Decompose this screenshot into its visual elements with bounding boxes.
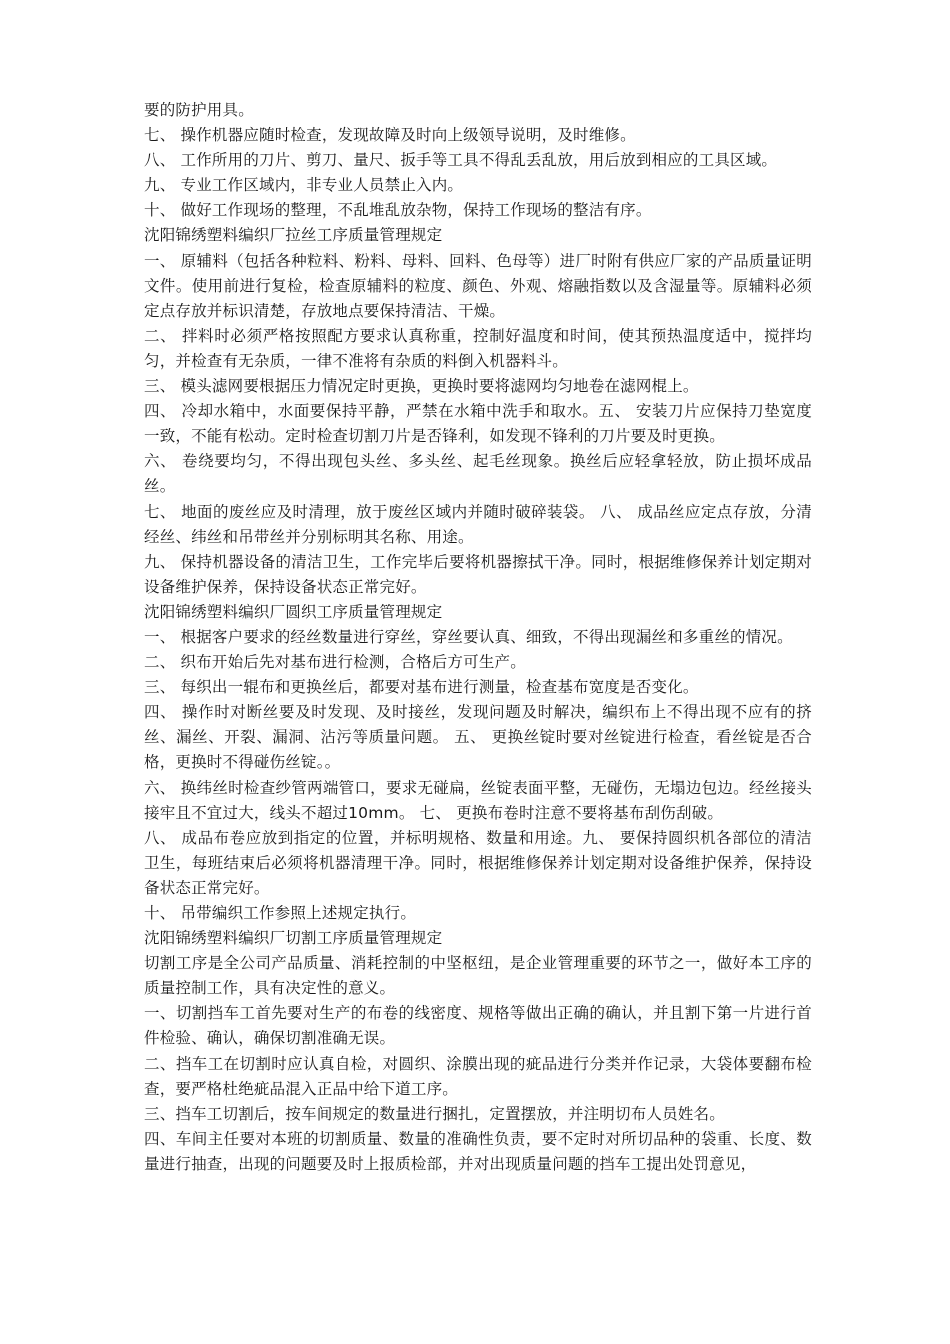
- document-page: [144, 98, 812, 1177]
- paragraph: 三、 模头滤网要根据压力情况定时更换，更换时要将滤网均匀地卷在滤网棍上。: [144, 377, 699, 396]
- paragraph: 三、 每织出一辊布和更换丝后，都要对基布进行测量，检查基布宽度是否变化。: [144, 678, 699, 697]
- paragraph: 十、 做好工作现场的整理，不乱堆乱放杂物，保持工作现场的整洁有序。: [144, 201, 652, 220]
- paragraph: 一、切割挡车工首先要对生产的布卷的线密度、规格等做出正确的确认，并且割下第一片进行首件检验、确认，确保切割准确无误。: [144, 1004, 812, 1048]
- paragraph: 一、 根据客户要求的经丝数量进行穿丝，穿丝要认真、细致，不得出现漏丝和多重丝的情况。: [144, 627, 793, 646]
- paragraph: 二、 拌料时必须严格按照配方要求认真称重，控制好温度和时间，使其预热温度适中，搅拌均匀，并检查有无杂质，一律不准将有杂质的料倒入机器料斗。: [144, 326, 812, 370]
- paragraph: 要的防护用具。: [144, 101, 254, 119]
- paragraph: 二、挡车工在切割时应认真自检，对圆织、涂膜出现的疵品进行分类并作记录，大袋体要翻布检查，要严格杜绝疵品混入正品中给下道工序。: [144, 1054, 812, 1098]
- paragraph: 六、 换纬丝时检查纱管两端管口，要求无碰扁，丝锭表面平整，无碰伤，无塌边包边。经丝接头接牢且不宜过大，线头不超过10mm。 七、 更换布卷时注意不要将基布刮伤刮破。: [144, 778, 812, 822]
- paragraph: 九、 保持机器设备的清洁卫生，工作完毕后要将机器擦拭干净。同时，根据维修保养计划定期对设备维护保养，保持设备状态正常完好。: [144, 552, 812, 596]
- paragraph: 四、 冷却水箱中，水面要保持平静，严禁在水箱中洗手和取水。五、 安装刀片应保持刀垫宽度一致，不能有松动。定时检查切割刀片是否锋利，如发现不锋利的刀片要及时更换。: [144, 402, 812, 446]
- paragraph: 切割工序是全公司产品质量、消耗控制的中坚枢纽，是企业管理重要的环节之一，做好本工序的质量控制工作，具有决定性的意义。: [144, 954, 812, 998]
- section-title: 沈阳锦绣塑料编织厂拉丝工序质量管理规定: [144, 226, 443, 245]
- paragraph: 四、 操作时对断丝要及时发现、及时接丝，发现问题及时解决，编织布上不得出现不应有的挤丝、漏丝、开裂、漏洞、沾污等质量问题。 五、 更换丝锭时要对丝锭进行检查，看丝锭是否合格，更换时不得碰伤丝锭。。: [144, 703, 812, 772]
- paragraph: 三、挡车工切割后，按车间规定的数量进行捆扎，定置摆放，并注明切布人员姓名。: [144, 1104, 725, 1123]
- paragraph: 二、 织布开始后先对基布进行检测，合格后方可生产。: [144, 653, 526, 672]
- paragraph: 七、 操作机器应随时检查，发现故障及时向上级领导说明，及时维修。: [144, 126, 636, 145]
- paragraph: 一、 原辅料（包括各种粒料、粉料、母料、回料、色母等）进厂时附有供应厂家的产品质量证明文件。使用前进行复检，检查原辅料的粒度、颜色、外观、熔融指数以及含湿量等。原辅料必须定点存放并标识清楚，存放地点要保持清洁、干燥。: [144, 251, 812, 320]
- section-title: 沈阳锦绣塑料编织厂切割工序质量管理规定: [144, 929, 443, 948]
- paragraph: 十、 吊带编织工作参照上述规定执行。: [144, 904, 417, 922]
- paragraph: 九、 专业工作区域内，非专业人员禁止入内。: [144, 176, 464, 195]
- paragraph: 六、 卷绕要均匀，不得出现包头丝、多头丝、起毛丝现象。换丝后应轻拿轻放，防止损坏成品丝。: [144, 452, 812, 496]
- paragraph: 四、车间主任要对本班的切割质量、数量的准确性负责，要不定时对所切品种的袋重、长度、数量进行抽查，出现的问题要及时上报质检部，并对出现质量问题的挡车工提出处罚意见，: [144, 1129, 812, 1173]
- section-title: 沈阳锦绣塑料编织厂圆织工序质量管理规定: [144, 602, 443, 621]
- paragraph: 八、 成品布卷应放到指定的位置，并标明规格、数量和用途。九、 要保持圆织机各部位的清洁卫生，每班结束后必须将机器清理干净。同时，根据维修保养计划定期对设备维护保养，保持设备状态正常完好。: [144, 828, 812, 897]
- paragraph: 八、 工作所用的刀片、剪刀、量尺、扳手等工具不得乱丢乱放，用后放到相应的工具区域。: [144, 151, 778, 170]
- paragraph: 七、 地面的废丝应及时清理，放于废丝区域内并随时破碎装袋。 八、 成品丝应定点存放，分清经丝、纬丝和吊带丝并分别标明其名称、用途。: [144, 502, 812, 546]
